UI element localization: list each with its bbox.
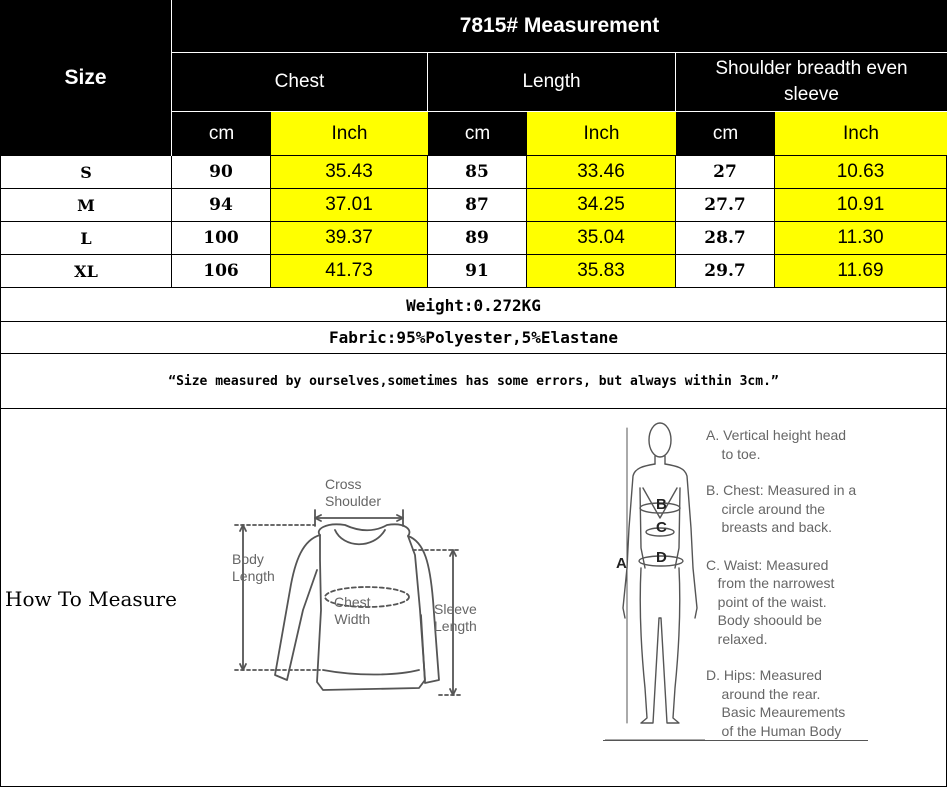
cell-shoulder-in: 11.69 — [775, 255, 947, 288]
chest-width-line-1: Chest — [334, 594, 371, 610]
cell-size: L — [0, 222, 172, 255]
cell-shoulder-in: 11.30 — [775, 222, 947, 255]
chest-width-line-2: Width — [334, 611, 371, 627]
table-title-text: 7815# Measurement — [459, 14, 660, 37]
weight-text: Weight:0.272KG — [406, 295, 541, 315]
body-notes — [706, 426, 856, 740]
marker-b: B — [656, 496, 667, 513]
cell-shoulder-cm: 28.7 — [676, 222, 775, 255]
length-group-label: Length — [522, 71, 581, 92]
shoulder-inch-header — [775, 112, 947, 156]
cell-shoulder-cm: 27.7 — [676, 189, 775, 222]
cell-length-cm: 87 — [428, 189, 527, 222]
cell-chest-cm: 90 — [172, 156, 271, 189]
cell-shoulder-in: 10.91 — [775, 189, 947, 222]
sweater-hem — [323, 670, 419, 675]
length-group-header — [428, 53, 676, 112]
cell-shoulder-in: 10.63 — [775, 156, 947, 189]
marker-a: A — [616, 555, 627, 572]
how-to-measure-label: How To Measure — [5, 587, 177, 611]
figure-torso — [623, 464, 697, 618]
cell-length-cm: 85 — [428, 156, 527, 189]
unit-label: Inch — [583, 122, 620, 144]
body-note-line: of the Human Body — [706, 722, 842, 739]
body-note — [706, 666, 856, 740]
unit-label: Inch — [843, 122, 879, 144]
cell-chest-in: 37.01 — [271, 189, 428, 222]
cell-chest-cm: 106 — [172, 255, 271, 288]
cell-shoulder-cm: 29.7 — [676, 255, 775, 288]
sweater-neckline — [335, 530, 385, 544]
cell-length-in: 34.25 — [527, 189, 676, 222]
body-note — [706, 556, 856, 649]
body-note-line: Body shoould be — [706, 612, 822, 628]
body-baseline — [603, 740, 868, 741]
body-note-line: to toe. — [706, 445, 761, 462]
shoulder-group-label: Shoulder breadth even sleeve — [715, 58, 908, 105]
left-sleeve — [275, 535, 320, 680]
unit-label: cm — [208, 123, 235, 144]
sleeve-length-line-2: Length — [434, 618, 477, 634]
body-length-line-2: Length — [232, 568, 275, 584]
cell-length-cm: 91 — [428, 255, 527, 288]
cell-size: M — [0, 189, 172, 222]
length-inch-header — [527, 112, 676, 156]
chest-inch-header — [271, 112, 428, 156]
sleeve-length-label — [434, 601, 477, 635]
unit-label: cm — [464, 123, 491, 144]
body-length-label — [232, 551, 275, 585]
unit-label: cm — [712, 123, 739, 144]
cell-shoulder-cm: 27 — [676, 156, 775, 189]
size-header — [0, 0, 172, 156]
body-note — [706, 481, 856, 537]
cell-length-in: 33.46 — [527, 156, 676, 189]
body-figure-diagram — [605, 418, 705, 743]
figure-legs — [640, 568, 680, 723]
fabric-text: Fabric:95%Polyester,5%Elastane — [329, 328, 618, 347]
size-header-label: Size — [64, 66, 107, 89]
note-row — [0, 354, 947, 409]
figure-head — [649, 423, 671, 457]
note-text: “Size measured by ourselves,sometimes has some errors, but always within 3cm.” — [168, 373, 779, 389]
shoulder-cm-header — [676, 112, 775, 156]
cell-chest-in: 39.37 — [271, 222, 428, 255]
body-note-line: circle around the — [706, 500, 826, 517]
chest-group-header — [172, 53, 428, 112]
body-note-line: D. Hips: Measured — [706, 667, 822, 683]
cell-size: XL — [0, 255, 172, 288]
marker-c: C — [656, 519, 667, 536]
sleeve-length-line-1: Sleeve — [434, 601, 477, 617]
body-note-line: Basic Meaurements — [706, 704, 846, 720]
body-note-line: B. Chest: Measured in a — [706, 482, 857, 498]
cell-length-in: 35.83 — [527, 255, 676, 288]
cross-shoulder-label — [325, 476, 381, 510]
body-note-line: breasts and back. — [706, 519, 833, 535]
chest-width-label — [334, 594, 371, 628]
length-cm-header — [428, 112, 527, 156]
weight-row — [0, 289, 947, 322]
cross-shoulder-line-1: Cross — [325, 476, 362, 492]
cross-shoulder-line-2: Shoulder — [325, 493, 382, 509]
body-length-line-1: Body — [232, 551, 264, 567]
body-note-line: from the narrowest — [706, 575, 835, 591]
body-note — [706, 426, 856, 463]
body-note-line: relaxed. — [706, 630, 768, 647]
cell-chest-in: 35.43 — [271, 156, 428, 189]
cell-chest-in: 41.73 — [271, 255, 428, 288]
chest-group-label: Chest — [274, 71, 325, 92]
shoulder-group-header — [676, 53, 947, 112]
body-note-line: C. Waist: Measured — [706, 556, 829, 573]
unit-label: Inch — [331, 122, 368, 144]
cell-chest-cm: 94 — [172, 189, 271, 222]
body-note-line: around the rear. — [706, 685, 821, 702]
fabric-row — [0, 322, 947, 354]
body-note-line: A. Vertical height head — [706, 427, 847, 443]
chest-cm-header — [172, 112, 271, 156]
table-title — [172, 0, 947, 53]
marker-d: D — [656, 549, 667, 566]
cell-chest-cm: 100 — [172, 222, 271, 255]
body-note-line: point of the waist. — [706, 593, 827, 610]
cell-length-cm: 89 — [428, 222, 527, 255]
cell-length-in: 35.04 — [527, 222, 676, 255]
cell-size: S — [0, 156, 172, 189]
